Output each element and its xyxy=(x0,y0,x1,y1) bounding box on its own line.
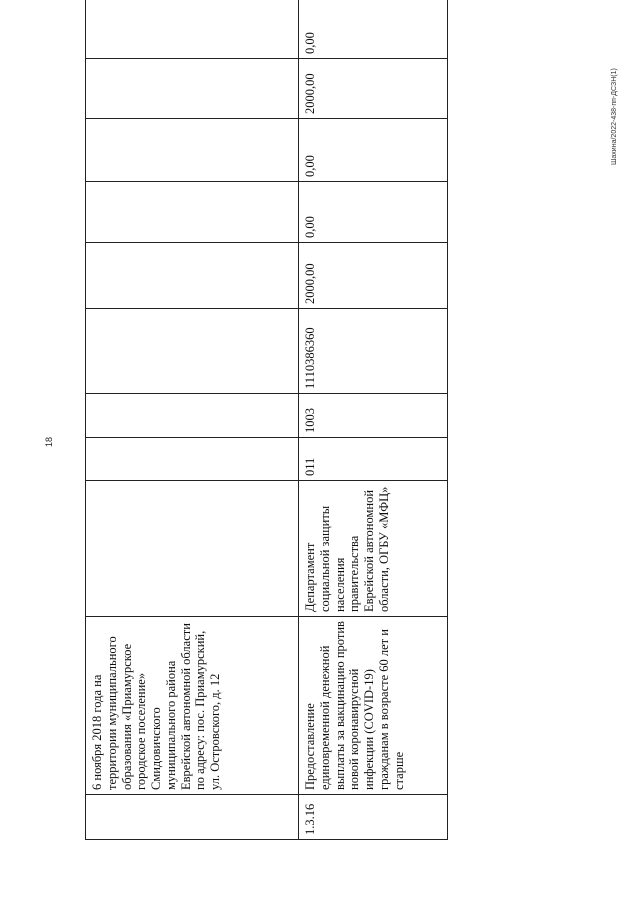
table-row xyxy=(299,0,448,840)
cell-csr xyxy=(86,309,299,394)
cell-rzpr: 1003 xyxy=(299,394,448,438)
cell-mb xyxy=(86,59,299,119)
cell-fb: 0,00 xyxy=(299,182,448,243)
cell-grbs: 011 xyxy=(299,438,448,481)
cell-ob: 0,00 xyxy=(299,119,448,182)
cell-ob xyxy=(86,119,299,182)
cell-fb xyxy=(86,182,299,243)
cell-executor: Департамент социальной защиты населения правительства Еврейской автономной области, ОГБУ «МФЦ» xyxy=(299,481,448,617)
cell-csr: 1110386360 xyxy=(299,309,448,394)
cell-rzpr xyxy=(86,394,299,438)
cell-name: Предоставление единовременной денежной выплаты за вакцинацию против новой коронавирусной инфекции (COVID-19) гражданам в возрасте 60 лет и старше xyxy=(299,617,448,795)
cell-grbs xyxy=(86,438,299,481)
cell-number: 1.3.16 xyxy=(299,795,448,840)
cell-total xyxy=(86,243,299,309)
cell-other xyxy=(86,0,299,59)
table-row xyxy=(86,0,299,840)
budget-table xyxy=(85,0,448,840)
document-stamp: Шахина/2022-438-пп-ДСЗН(1) xyxy=(611,68,618,165)
cell-executor xyxy=(86,481,299,617)
page-number: 18 xyxy=(44,436,54,447)
cell-name: 6 ноября 2018 года на территории муниципального образования «Приамурское городское поселение» Смидовичского муниципального района Еврейской автономной области по адресу: пос. Приамурский, ул. Островского, д. 12 xyxy=(86,617,299,795)
cell-other: 0,00 xyxy=(299,0,448,59)
cell-total: 2000,00 xyxy=(299,243,448,309)
table-container xyxy=(85,32,447,840)
cell-mb: 2000,00 xyxy=(299,59,448,119)
cell-number xyxy=(86,795,299,840)
